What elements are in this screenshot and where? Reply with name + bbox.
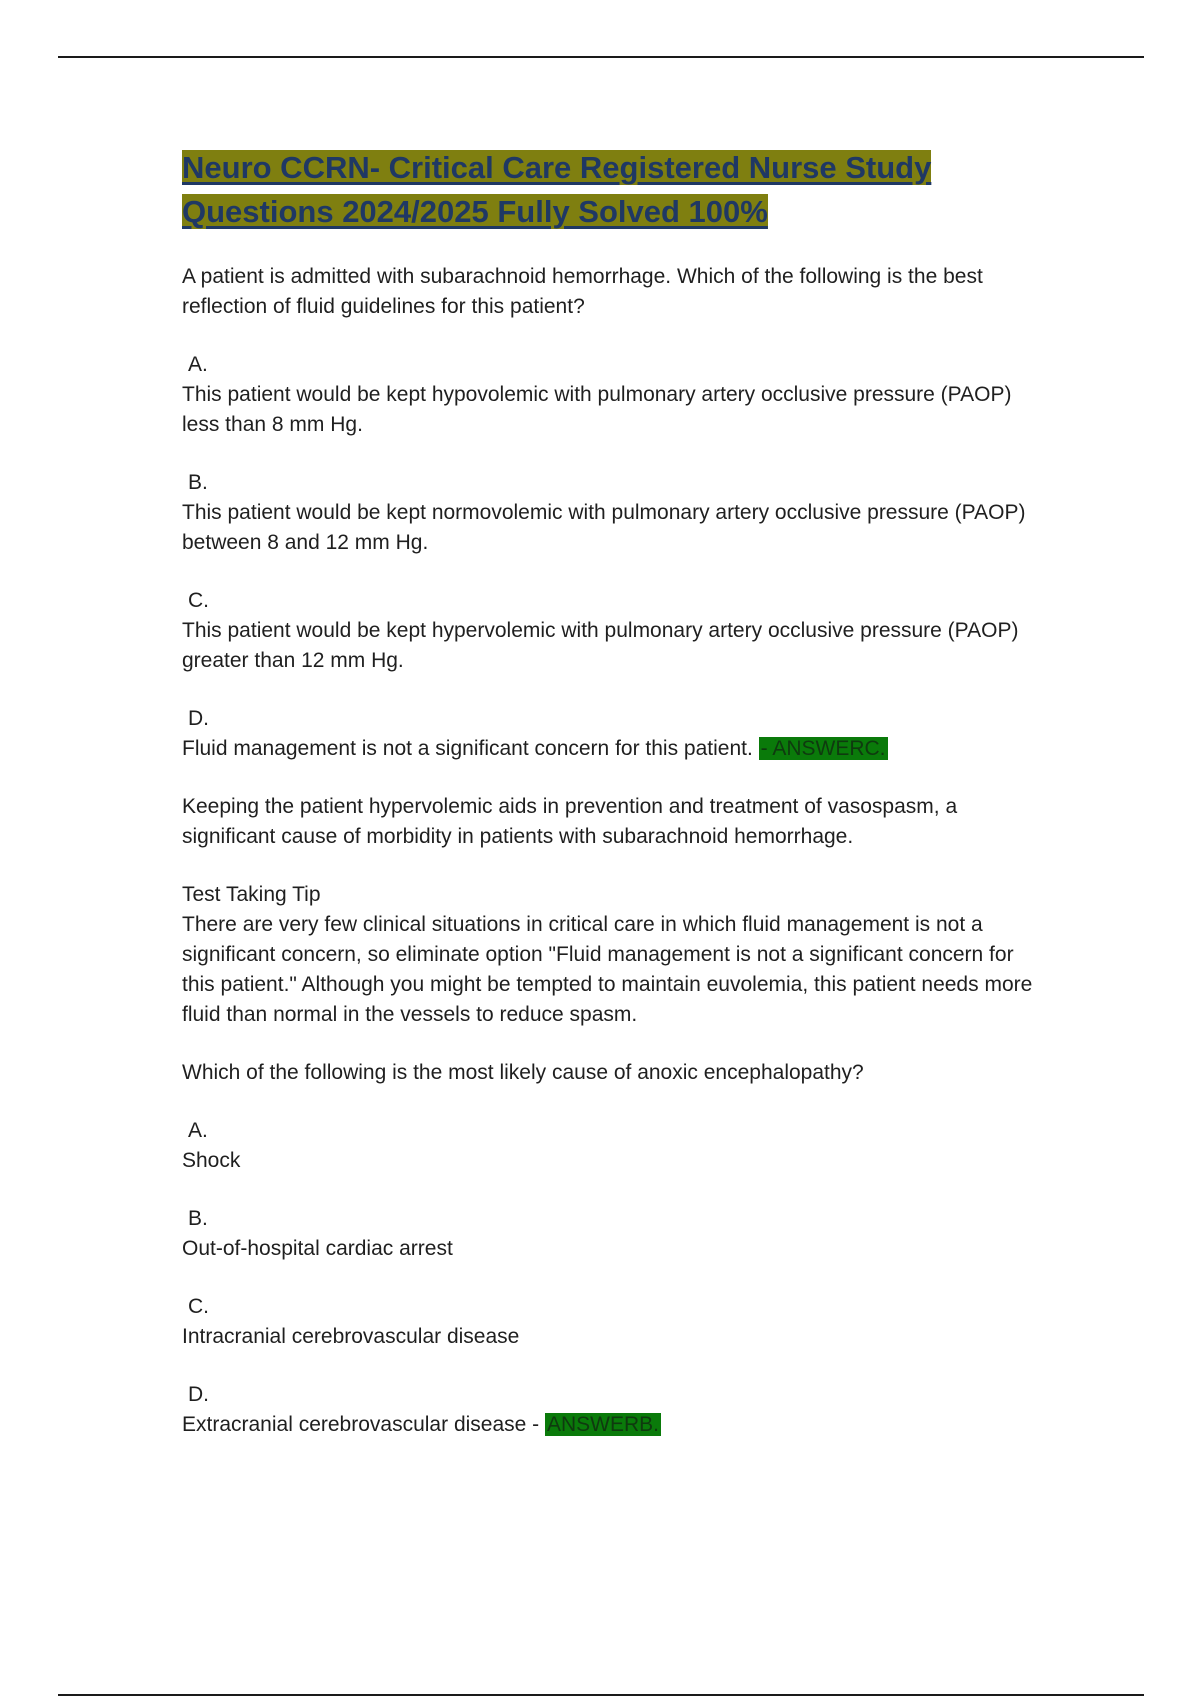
- title-line-1: Neuro CCRN- Critical Care Registered Nurse Study: [182, 150, 932, 185]
- question-2-option-d: [182, 1380, 1042, 1440]
- question-1-option-c: [182, 586, 1042, 676]
- option-letter: B.: [188, 1207, 208, 1230]
- option-letter: B.: [188, 471, 208, 494]
- option-text: Shock: [182, 1149, 241, 1172]
- option-letter: A.: [188, 1119, 208, 1142]
- footer-rule: [58, 1694, 1144, 1696]
- tip-heading: Test Taking Tip: [182, 883, 321, 906]
- test-taking-tip: [182, 880, 1042, 1030]
- question-2-text: Which of the following is the most likely cause of anoxic encephalopathy?: [182, 1061, 864, 1084]
- option-letter: D.: [188, 707, 209, 730]
- question-1-option-a: [182, 350, 1042, 440]
- option-text: Fluid management is not a significant concern for this patient.: [182, 737, 753, 760]
- tip-text: There are very few clinical situations in critical care in which fluid management is not a significant concern, so eliminate option "Fluid management is not a significant concern for this patient." Although you might be tempted to maintain euvolemia, this patient needs more fluid than normal in the vessels to reduce spasm.: [182, 913, 1033, 1026]
- question-2-option-c: [182, 1292, 1042, 1352]
- answer-highlight: ANSWERB.: [547, 1413, 660, 1436]
- document-title: [182, 146, 1042, 234]
- document-body: [182, 146, 1042, 1468]
- option-text: This patient would be kept hypovolemic with pulmonary artery occlusive pressure (PAOP) less than 8 mm Hg.: [182, 383, 1012, 436]
- question-2-option-b: [182, 1204, 1042, 1264]
- option-letter: D.: [188, 1383, 209, 1406]
- question-1-rationale: Keeping the patient hypervolemic aids in prevention and treatment of vasospasm, a significant cause of morbidity in patients with subarachnoid hemorrhage.: [182, 795, 958, 848]
- option-text: This patient would be kept hypervolemic with pulmonary artery occlusive pressure (PAOP) greater than 12 mm Hg.: [182, 619, 1019, 672]
- header-rule: [58, 56, 1144, 58]
- question-2-option-a: [182, 1116, 1042, 1176]
- question-1-text: A patient is admitted with subarachnoid hemorrhage. Which of the following is the best reflection of fluid guidelines for this patient?: [182, 265, 983, 318]
- option-text: Intracranial cerebrovascular disease: [182, 1325, 520, 1348]
- option-letter: C.: [188, 589, 209, 612]
- title-line-2: Questions 2024/2025 Fully Solved 100%: [182, 194, 768, 229]
- option-text: Out-of-hospital cardiac arrest: [182, 1237, 453, 1260]
- question-1-option-b: [182, 468, 1042, 558]
- question-1-option-d: [182, 704, 1042, 764]
- answer-highlight: - ANSWERC.: [760, 737, 886, 760]
- option-letter: A.: [188, 353, 208, 376]
- option-text: Extracranial cerebrovascular disease -: [182, 1413, 540, 1436]
- option-letter: C.: [188, 1295, 209, 1318]
- option-text: This patient would be kept normovolemic with pulmonary artery occlusive pressure (PAOP) between 8 and 12 mm Hg.: [182, 501, 1026, 554]
